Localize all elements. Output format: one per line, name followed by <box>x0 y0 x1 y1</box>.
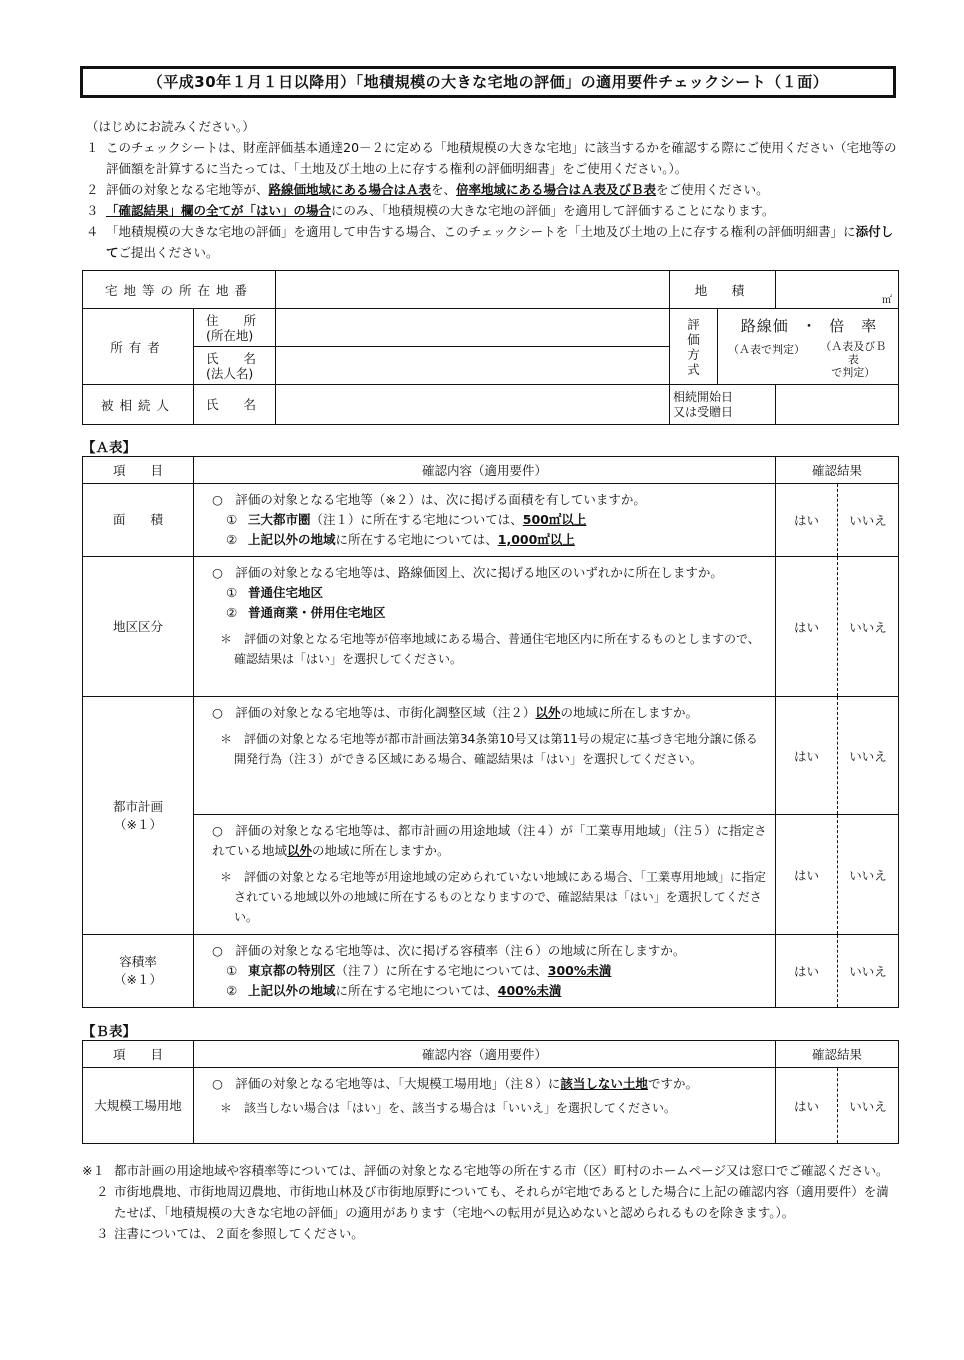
body-text: ○ 評価の対象となる宅地等は、「大規模工場用地」（注８）に <box>212 1076 561 1091</box>
factory-no-option[interactable]: いいえ <box>838 1068 899 1144</box>
footnote-num: ２ <box>96 1184 109 1199</box>
row-area-label: 面 積 <box>83 484 194 557</box>
method-char: 価 <box>687 331 700 347</box>
date-label-line1: 相続開始日 <box>673 389 734 404</box>
table-a-label: 【Ａ表】 <box>82 440 136 456</box>
area-no-option[interactable]: いいえ <box>838 484 899 557</box>
item-num: ② <box>226 605 238 620</box>
row-city-note-1: ＊ 評価の対象となる宅地等が都市計画法第34条第10号又は第11号の規定に基づき宅地分譲に係る開発行為（注３）ができる区域にある場合、確認結果は「はい」を選択してください。 <box>220 732 758 766</box>
item-num: ① <box>226 512 238 527</box>
row-far-label-text: 容積率 <box>119 954 157 969</box>
intro-emphasis-all-yes: 「確認結果」欄の全てが「はい」の場合 <box>106 203 332 218</box>
table-a-header-item: 項 目 <box>83 457 194 484</box>
intro-item-text: にのみ、「地積規模の大きな宅地の評価」を適用して評価することになります。 <box>331 203 775 218</box>
method-separator: ・ <box>801 317 817 335</box>
intro-item-3 <box>86 200 900 221</box>
row-city-question-1 <box>212 703 767 723</box>
intro-emphasis-bairitsu: 倍率地域にある場合はＡ表及びＢ表 <box>456 182 657 197</box>
body-text: （注１）に所在する宅地については、 <box>310 512 523 527</box>
row-district-note: ＊ 評価の対象となる宅地等が倍率地域にある場合、普通住宅地区内に所在するものとしますので、確認結果は「はい」を選択してください。 <box>220 632 760 666</box>
body-text: に所在する宅地については、 <box>335 983 498 998</box>
row-area-question: ○ 評価の対象となる宅地等（※２）は、次に掲げる面積を有していますか。 <box>212 492 646 507</box>
heir-name-label: 氏 名 <box>194 385 276 425</box>
owner-info-table <box>82 270 899 425</box>
address-label-line2: (所在地) <box>206 327 254 343</box>
factory-yes-option[interactable]: はい <box>776 1068 838 1144</box>
area-yes-option[interactable]: はい <box>776 484 838 557</box>
city-1-no-option[interactable]: いいえ <box>838 697 899 815</box>
method-label <box>670 309 718 385</box>
address-label <box>194 309 276 347</box>
table-b-header-item: 項 目 <box>83 1041 194 1068</box>
threshold-text: 300%未満 <box>547 963 612 978</box>
footnote-num: ３ <box>96 1226 109 1241</box>
footnote-3 <box>82 1223 898 1244</box>
city-2-no-option[interactable]: いいえ <box>838 815 899 935</box>
date-field[interactable] <box>776 385 899 425</box>
owner-address-field[interactable] <box>276 309 670 347</box>
method-rosen-note: （Ａ表で判定） <box>728 343 806 356</box>
method-bairitsu-option[interactable]: 倍 率 <box>829 317 878 335</box>
date-label-line2: 又は受贈日 <box>673 404 734 419</box>
city-1-yes-option[interactable]: はい <box>776 697 838 815</box>
area-field[interactable] <box>776 271 899 309</box>
intro-item-text: をご使用ください。 <box>656 182 769 197</box>
method-char: 方 <box>687 346 700 362</box>
body-text: ですか。 <box>647 1076 698 1091</box>
row-factory-note: ＊ 該当しない場合は「はい」を、該当する場合は「いいえ」を選択してください。 <box>220 1101 677 1115</box>
intro-heading: （はじめにお読みください。） <box>86 119 255 134</box>
emphasis-text: 該当しない土地 <box>560 1076 648 1091</box>
district-yes-option[interactable]: はい <box>776 557 838 697</box>
emphasis-text: 東京都の特別区 <box>248 963 336 978</box>
method-rosen-option[interactable]: 路線価 <box>740 317 789 335</box>
threshold-text: 500㎡以上 <box>522 512 587 527</box>
table-b-label: 【Ｂ表】 <box>82 1024 136 1040</box>
intro-emphasis-attach: 添付して <box>106 224 894 260</box>
row-far-content <box>194 935 776 1008</box>
emphasis-text: 普通商業・併用住宅地区 <box>248 605 386 620</box>
body-text: に所在する宅地については、 <box>335 532 498 547</box>
row-area-item-2 <box>212 530 767 550</box>
intro-section <box>80 116 900 263</box>
row-far-label-sub: （※１） <box>114 972 162 987</box>
heir-label: 被相続人 <box>83 385 194 425</box>
row-district-label: 地区区分 <box>83 557 194 697</box>
intro-item-text: ご提出ください。 <box>118 245 219 260</box>
row-district-item-1 <box>212 583 767 603</box>
body-text: （注７）に所在する宅地については、 <box>335 963 548 978</box>
row-city-question-2 <box>212 821 767 861</box>
row-area-content <box>194 484 776 557</box>
owner-label: 所有者 <box>83 309 194 385</box>
intro-item-text: このチェックシートは、財産評価基本通達20－２に定める「地積規模の大きな宅地」に該当するかを確認する際にご使用ください（宅地等の評価額を計算するに当たっては、「土地及び土地の上に存する権利の評価明細書」をご使用ください。）。 <box>106 140 897 176</box>
row-far-question: ○ 評価の対象となる宅地等は、次に掲げる容積率（注６）の地域に所在しますか。 <box>212 943 686 958</box>
emphasis-text: 以外 <box>287 843 313 858</box>
footnote-text: 市街地農地、市街地周辺農地、市街地山林及び市街地原野についても、それらが宅地であるとした場合に上記の確認内容（適用要件）を満たせば、「地積規模の大きな宅地の評価」の適用があります（宅地への転用が見込めないと認められるものを除きます。）。 <box>114 1184 889 1220</box>
far-yes-option[interactable]: はい <box>776 935 838 1008</box>
intro-item-num: ４ <box>86 224 99 239</box>
far-no-option[interactable]: いいえ <box>838 935 899 1008</box>
intro-item-num: ２ <box>86 182 99 197</box>
footnote-1 <box>82 1160 898 1181</box>
body-text: の地域に所在しますか。 <box>560 705 698 720</box>
row-city-label <box>83 697 194 935</box>
intro-item-2 <box>86 179 900 200</box>
location-label: 宅地等の所在地番 <box>83 271 276 309</box>
footnote-2 <box>82 1181 898 1223</box>
body-text: ○ 評価の対象となる宅地等は、都市計画の用途地域（注４）が「工業専用地域」（注５）に指定されている地域 <box>212 823 767 858</box>
method-bairitsu-note-line1: （Ａ表及びＢ表 <box>820 340 887 366</box>
row-far-item-1 <box>212 961 767 981</box>
intro-item-text: 評価の対象となる宅地等が、 <box>106 182 269 197</box>
method-bairitsu-note <box>817 340 891 379</box>
table-a-header-content: 確認内容（適用要件） <box>194 457 776 484</box>
row-area-item-1 <box>212 510 767 530</box>
body-text: ○ 評価の対象となる宅地等は、市街化調整区域（注２） <box>212 705 536 720</box>
row-city-content-2 <box>194 815 776 935</box>
item-num: ① <box>226 963 238 978</box>
emphasis-text: 三大都市圏 <box>248 512 311 527</box>
intro-item-num: ３ <box>86 203 99 218</box>
table-b <box>82 1040 899 1144</box>
threshold-text: 400%未満 <box>497 983 562 998</box>
location-field[interactable] <box>276 271 670 309</box>
table-b-header-result: 確認結果 <box>776 1041 899 1068</box>
city-2-yes-option[interactable]: はい <box>776 815 838 935</box>
table-a-header-result: 確認結果 <box>776 457 899 484</box>
district-no-option[interactable]: いいえ <box>838 557 899 697</box>
row-city-label-text: 都市計画 <box>112 798 163 814</box>
emphasis-text: 普通住宅地区 <box>248 585 324 600</box>
name-label-line2: (法人名) <box>206 365 254 381</box>
table-a <box>82 456 899 1008</box>
row-far-label <box>83 935 194 1008</box>
owner-name-field[interactable] <box>276 347 670 385</box>
footnote-text: 都市計画の用途地域や容積率等については、評価の対象となる宅地等の所在する市（区）町村のホームページ又は窓口でご確認ください。 <box>114 1163 889 1178</box>
footnote-text: 注書については、２面を参照してください。 <box>114 1226 364 1241</box>
threshold-text: 1,000㎡以上 <box>497 532 575 547</box>
row-factory-content <box>194 1068 776 1144</box>
method-char: 評 <box>687 316 700 332</box>
row-district-question: ○ 評価の対象となる宅地等は、路線価図上、次に掲げる地区のいずれかに所在しますか。 <box>212 565 723 580</box>
row-city-label-sub: （※１） <box>114 816 162 832</box>
emphasis-text: 上記以外の地域 <box>248 532 336 547</box>
name-label <box>194 347 276 385</box>
footnotes <box>82 1160 898 1244</box>
method-char: 式 <box>687 361 700 377</box>
table-b-header-content: 確認内容（適用要件） <box>194 1041 776 1068</box>
body-text: の地域に所在しますか。 <box>312 843 450 858</box>
intro-item-text: 「地積規模の大きな宅地の評価」を適用して申告する場合、このチェックシートを「土地及び土地の上に存する権利の評価明細書」に <box>106 224 856 239</box>
row-factory-label: 大規模工場用地 <box>83 1068 194 1144</box>
intro-emphasis-rosen: 路線価地域にある場合はＡ表 <box>268 182 432 197</box>
row-city-content-1 <box>194 697 776 815</box>
emphasis-text: 上記以外の地域 <box>248 983 336 998</box>
address-label-line1: 住 所 <box>206 312 257 328</box>
item-num: ② <box>226 532 238 547</box>
emphasis-text: 以外 <box>535 705 561 720</box>
footnote-num: ※１ <box>82 1163 105 1178</box>
item-num: ② <box>226 983 238 998</box>
row-city-note-2: ＊ 評価の対象となる宅地等が用途地域の定められていない地域にある場合、「工業専用地域」に指定されている地域以外の地域に所在するものとなりますので、確認結果は「はい」を選択してください。 <box>220 870 767 924</box>
date-label <box>670 385 776 425</box>
area-unit: ㎡ <box>882 295 893 306</box>
row-factory-question <box>212 1074 767 1094</box>
row-district-content <box>194 557 776 697</box>
method-options <box>718 309 899 385</box>
intro-item-num: １ <box>86 140 99 155</box>
document-title: （平成30年１月１日以降用）「地積規模の大きな宅地の評価」の適用要件チェックシート（１面） <box>80 66 896 98</box>
area-label: 地 積 <box>670 271 776 309</box>
intro-item-text: を、 <box>431 182 457 197</box>
method-bairitsu-note-line2: で判定） <box>831 366 876 379</box>
intro-item-4 <box>86 221 900 263</box>
heir-name-field[interactable] <box>276 385 670 425</box>
row-district-item-2 <box>212 603 767 623</box>
name-label-line1: 氏 名 <box>206 350 257 366</box>
row-far-item-2 <box>212 981 767 1001</box>
intro-item-1 <box>86 137 900 179</box>
item-num: ① <box>226 585 238 600</box>
